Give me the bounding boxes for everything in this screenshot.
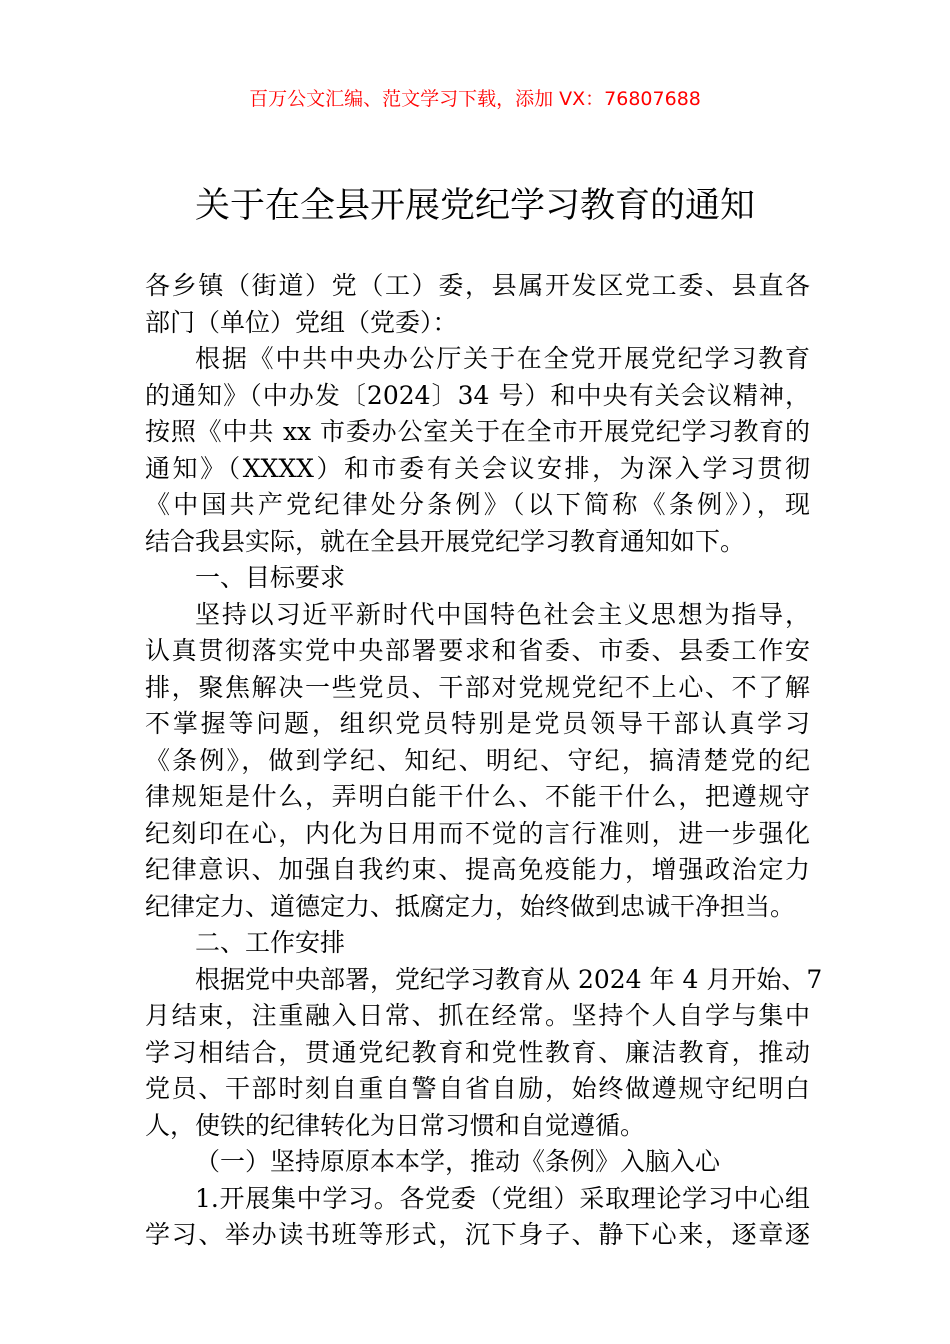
body-line: 的通知》（中办发〔2024〕34 号）和中央有关会议精神， [145, 380, 810, 410]
body-line: 排，聚焦解决一些党员、干部对党规党纪不上心、不了解 [145, 672, 810, 702]
body-line: 坚持以习近平新时代中国特色社会主义思想为指导， [195, 599, 810, 629]
body-line: 按照《中共 xx 市委办公室关于在全市开展党纪学习教育的 [145, 417, 810, 446]
body-line: 月结束，注重融入日常、抓在经常。坚持个人自学与集中 [145, 1001, 810, 1030]
body-line: 纪刻印在心，内化为日用而不觉的言行准则，进一步强化 [145, 818, 810, 848]
body-line: 学习、举办读书班等形式，沉下身子、静下心来，逐章逐 [145, 1220, 810, 1249]
document-body [145, 268, 823, 1254]
body-line: 《条例》，做到学纪、知纪、明纪、守纪，搞清楚党的纪 [145, 745, 810, 775]
body-line: 律规矩是什么，弄明白能干什么、不能干什么，把遵规守 [145, 782, 810, 811]
body-line: 党员、干部时刻自重自警自省自励，始终做遵规守纪明白 [145, 1074, 810, 1103]
body-line: 根据党中央部署，党纪学习教育从 2024 年 4 月开始、7 [195, 964, 823, 994]
body-line: 认真贯彻落实党中央部署要求和省委、市委、县委工作安 [145, 636, 810, 665]
header-banner: 百万公文汇编、范文学习下载，添加 VX：76807688 [249, 88, 701, 110]
subsection-heading: （一）坚持原原本本学，推动《条例》入脑入心 [195, 1147, 721, 1176]
body-line: 不掌握等问题，组织党员特别是党员领导干部认真学习 [145, 709, 810, 738]
body-line: 各乡镇（街道）党（工）委，县属开发区党工委、县直各 [145, 271, 810, 300]
document-title: 关于在全县开展党纪学习教育的通知 [194, 186, 755, 226]
body-line: 纪律定力、道德定力、抵腐定力，始终做到忠诚干净担当。 [145, 891, 796, 921]
body-line: 1.开展集中学习。各党委（党组）采取理论学习中心组 [195, 1183, 810, 1213]
body-line: 学习相结合，贯通党纪教育和党性教育、廉洁教育，推动 [145, 1037, 810, 1067]
body-line: 部门（单位）党组（党委）： [145, 307, 458, 337]
body-line: 人，使铁的纪律转化为日常习惯和自觉遵循。 [145, 1110, 646, 1140]
section-heading: 一、目标要求 [195, 563, 346, 592]
body-line: 结合我县实际，就在全县开展党纪学习教育通知如下。 [145, 526, 746, 556]
body-line: 纪律意识、加强自我约束、提高免疫能力，增强政治定力 [145, 855, 810, 884]
body-line: 《中国共产党纪律处分条例》（以下简称《条例》），现 [145, 490, 810, 519]
body-line: 根据《中共中央办公厅关于在全党开展党纪学习教育 [195, 344, 810, 373]
body-line: 通知》（XXXX）和市委有关会议安排，为深入学习贯彻 [145, 453, 810, 483]
section-heading: 二、工作安排 [195, 928, 346, 957]
